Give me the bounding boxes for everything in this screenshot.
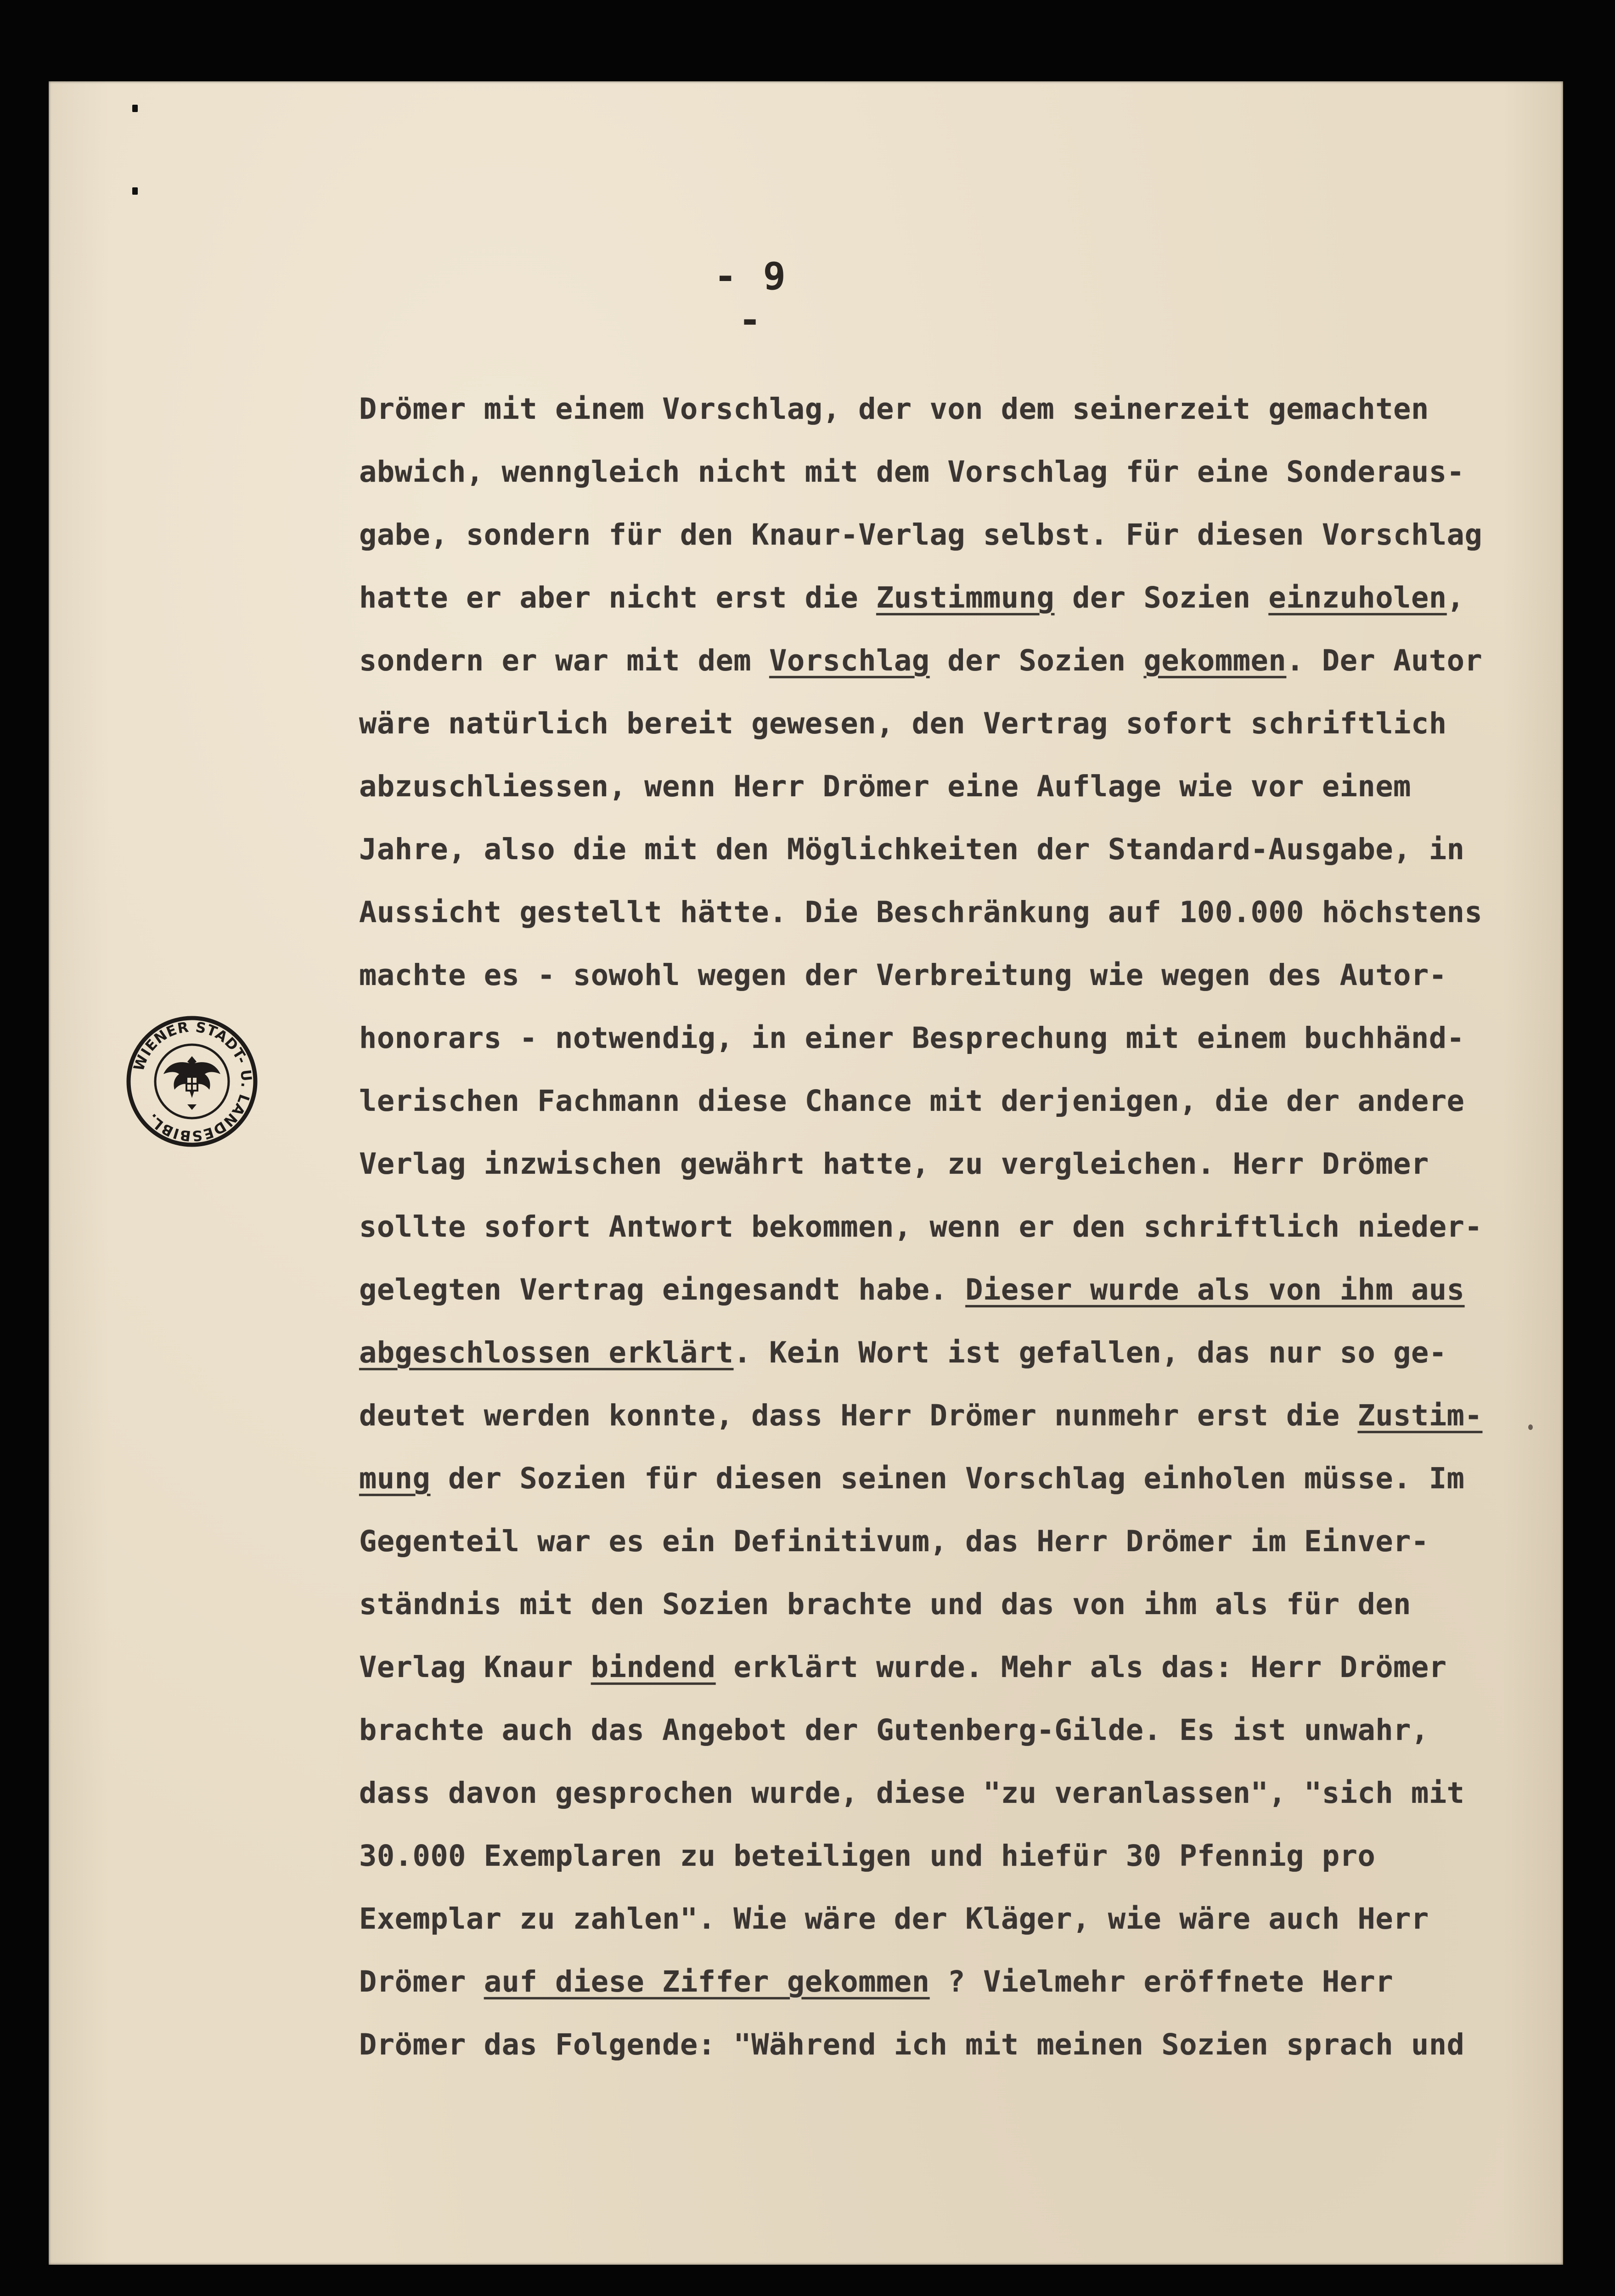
text-line xyxy=(359,1384,1516,1447)
text-line xyxy=(359,1573,1516,1636)
text-line xyxy=(359,377,1516,440)
punch-hole-top xyxy=(132,105,138,112)
text-line xyxy=(359,1761,1516,1824)
text-segment: der Sozien für diesen seinen Vorschlag einholen müsse. Im xyxy=(430,1461,1465,1495)
text-segment: hatte er aber nicht erst die xyxy=(359,580,877,614)
text-segment: Drömer das Folgende: "Während ich mit meinen Sozien sprach und xyxy=(359,2027,1465,2061)
underlined-phrase: Zustim- xyxy=(1357,1398,1483,1432)
text-line xyxy=(359,1447,1516,1510)
text-line xyxy=(359,818,1516,881)
text-line xyxy=(359,1132,1516,1195)
text-segment: ? Vielmehr eröffnete Herr xyxy=(929,1964,1394,1998)
text-segment: wäre natürlich bereit gewesen, den Vertrag sofort schriftlich xyxy=(359,706,1447,740)
text-line xyxy=(359,566,1516,629)
text-segment: Exemplar zu zahlen". Wie wäre der Kläger, wie wäre auch Herr xyxy=(359,1902,1429,1936)
library-stamp xyxy=(123,1013,261,1150)
text-segment: ständnis mit den Sozien brachte und das von ihm als für den xyxy=(359,1587,1411,1621)
text-segment: dass davon gesprochen wurde, diese "zu veranlassen", "sich mit xyxy=(359,1776,1465,1810)
text-line xyxy=(359,1195,1516,1258)
text-segment: , xyxy=(1446,580,1465,614)
text-segment: Aussicht gestellt hätte. Die Beschränkung auf 100.000 höchstens xyxy=(359,895,1483,929)
text-segment: gabe, sondern für den Knaur-Verlag selbst. Für diesen Vorschlag xyxy=(359,518,1483,551)
text-line xyxy=(359,1636,1516,1699)
text-segment: erklärt wurde. Mehr als das: Herr Drömer xyxy=(715,1650,1447,1684)
text-line xyxy=(359,1510,1516,1573)
text-line xyxy=(359,629,1516,692)
underlined-phrase: einzuholen xyxy=(1268,580,1447,614)
text-segment: sollte sofort Antwort bekommen, wenn er den schriftlich nieder- xyxy=(359,1210,1483,1244)
text-line xyxy=(359,944,1516,1007)
text-segment: Drömer xyxy=(359,1964,484,1998)
text-segment: sondern er war mit dem xyxy=(359,643,770,677)
text-line xyxy=(359,1950,1516,2013)
text-line xyxy=(359,1258,1516,1321)
text-segment: deutet werden konnte, dass Herr Drömer nunmehr erst die xyxy=(359,1398,1358,1432)
text-line xyxy=(359,1887,1516,1950)
stamp-text: WIENER STADT- U. LANDESBIBL. xyxy=(130,1019,255,1144)
text-line xyxy=(359,1824,1516,1887)
underlined-phrase: auf diese Ziffer gekommen xyxy=(484,1964,930,1998)
text-line xyxy=(359,1007,1516,1069)
text-segment: Drömer mit einem Vorschlag, der von dem seinerzeit gemachten xyxy=(359,392,1429,426)
text-segment: Gegenteil war es ein Definitivum, das Herr Drömer im Einver- xyxy=(359,1524,1429,1558)
text-segment: honorars - notwendig, in einer Besprechung mit einem buchhänd- xyxy=(359,1021,1465,1055)
text-segment: 30.000 Exemplaren zu beteiligen und hiefür 30 Pfennig pro xyxy=(359,1839,1376,1873)
text-line xyxy=(359,503,1516,566)
punch-hole-bottom xyxy=(132,187,138,195)
text-line xyxy=(359,881,1516,944)
text-line xyxy=(359,755,1516,818)
text-segment: lerischen Fachmann diese Chance mit derjenigen, die der andere xyxy=(359,1084,1465,1118)
text-segment: gelegten Vertrag eingesandt habe. xyxy=(359,1272,966,1306)
text-segment: machte es - sowohl wegen der Verbreitung wie wegen des Autor- xyxy=(359,958,1447,992)
underlined-phrase: bindend xyxy=(591,1650,716,1684)
ink-speck xyxy=(1528,1424,1533,1430)
text-line xyxy=(359,1069,1516,1132)
text-segment: der Sozien xyxy=(1054,580,1269,614)
text-segment: . Kein Wort ist gefallen, das nur so ge- xyxy=(733,1335,1447,1369)
text-line xyxy=(359,440,1516,503)
text-segment: abzuschliessen, wenn Herr Drömer eine Auflage wie vor einem xyxy=(359,769,1411,803)
text-segment: Verlag Knaur xyxy=(359,1650,591,1684)
text-segment: abwich, wenngleich nicht mit dem Vorschlag für eine Sonderaus- xyxy=(359,455,1465,489)
text-segment: . Der Autor xyxy=(1286,643,1483,677)
underlined-phrase: Zustimmung xyxy=(876,580,1055,614)
underlined-phrase: gekommen xyxy=(1143,643,1287,677)
underlined-phrase: Dieser wurde als von ihm aus xyxy=(965,1272,1465,1306)
underlined-phrase: abgeschlossen erklärt xyxy=(359,1335,734,1369)
text-line xyxy=(359,1321,1516,1384)
underlined-phrase: Vorschlag xyxy=(769,643,930,677)
text-line xyxy=(359,1699,1516,1761)
text-segment: Jahre, also die mit den Möglichkeiten der Standard-Ausgabe, in xyxy=(359,832,1465,866)
text-segment: brachte auch das Angebot der Gutenberg-Gilde. Es ist unwahr, xyxy=(359,1713,1429,1747)
text-segment: der Sozien xyxy=(929,643,1144,677)
text-line xyxy=(359,2013,1516,2076)
page-number: - 9 - xyxy=(714,255,788,342)
letter-body xyxy=(359,377,1516,2076)
text-segment: Verlag inzwischen gewährt hatte, zu vergleichen. Herr Drömer xyxy=(359,1147,1429,1181)
underlined-phrase: mung xyxy=(359,1461,431,1495)
eagle-crest-icon xyxy=(163,1056,220,1110)
text-line xyxy=(359,692,1516,755)
